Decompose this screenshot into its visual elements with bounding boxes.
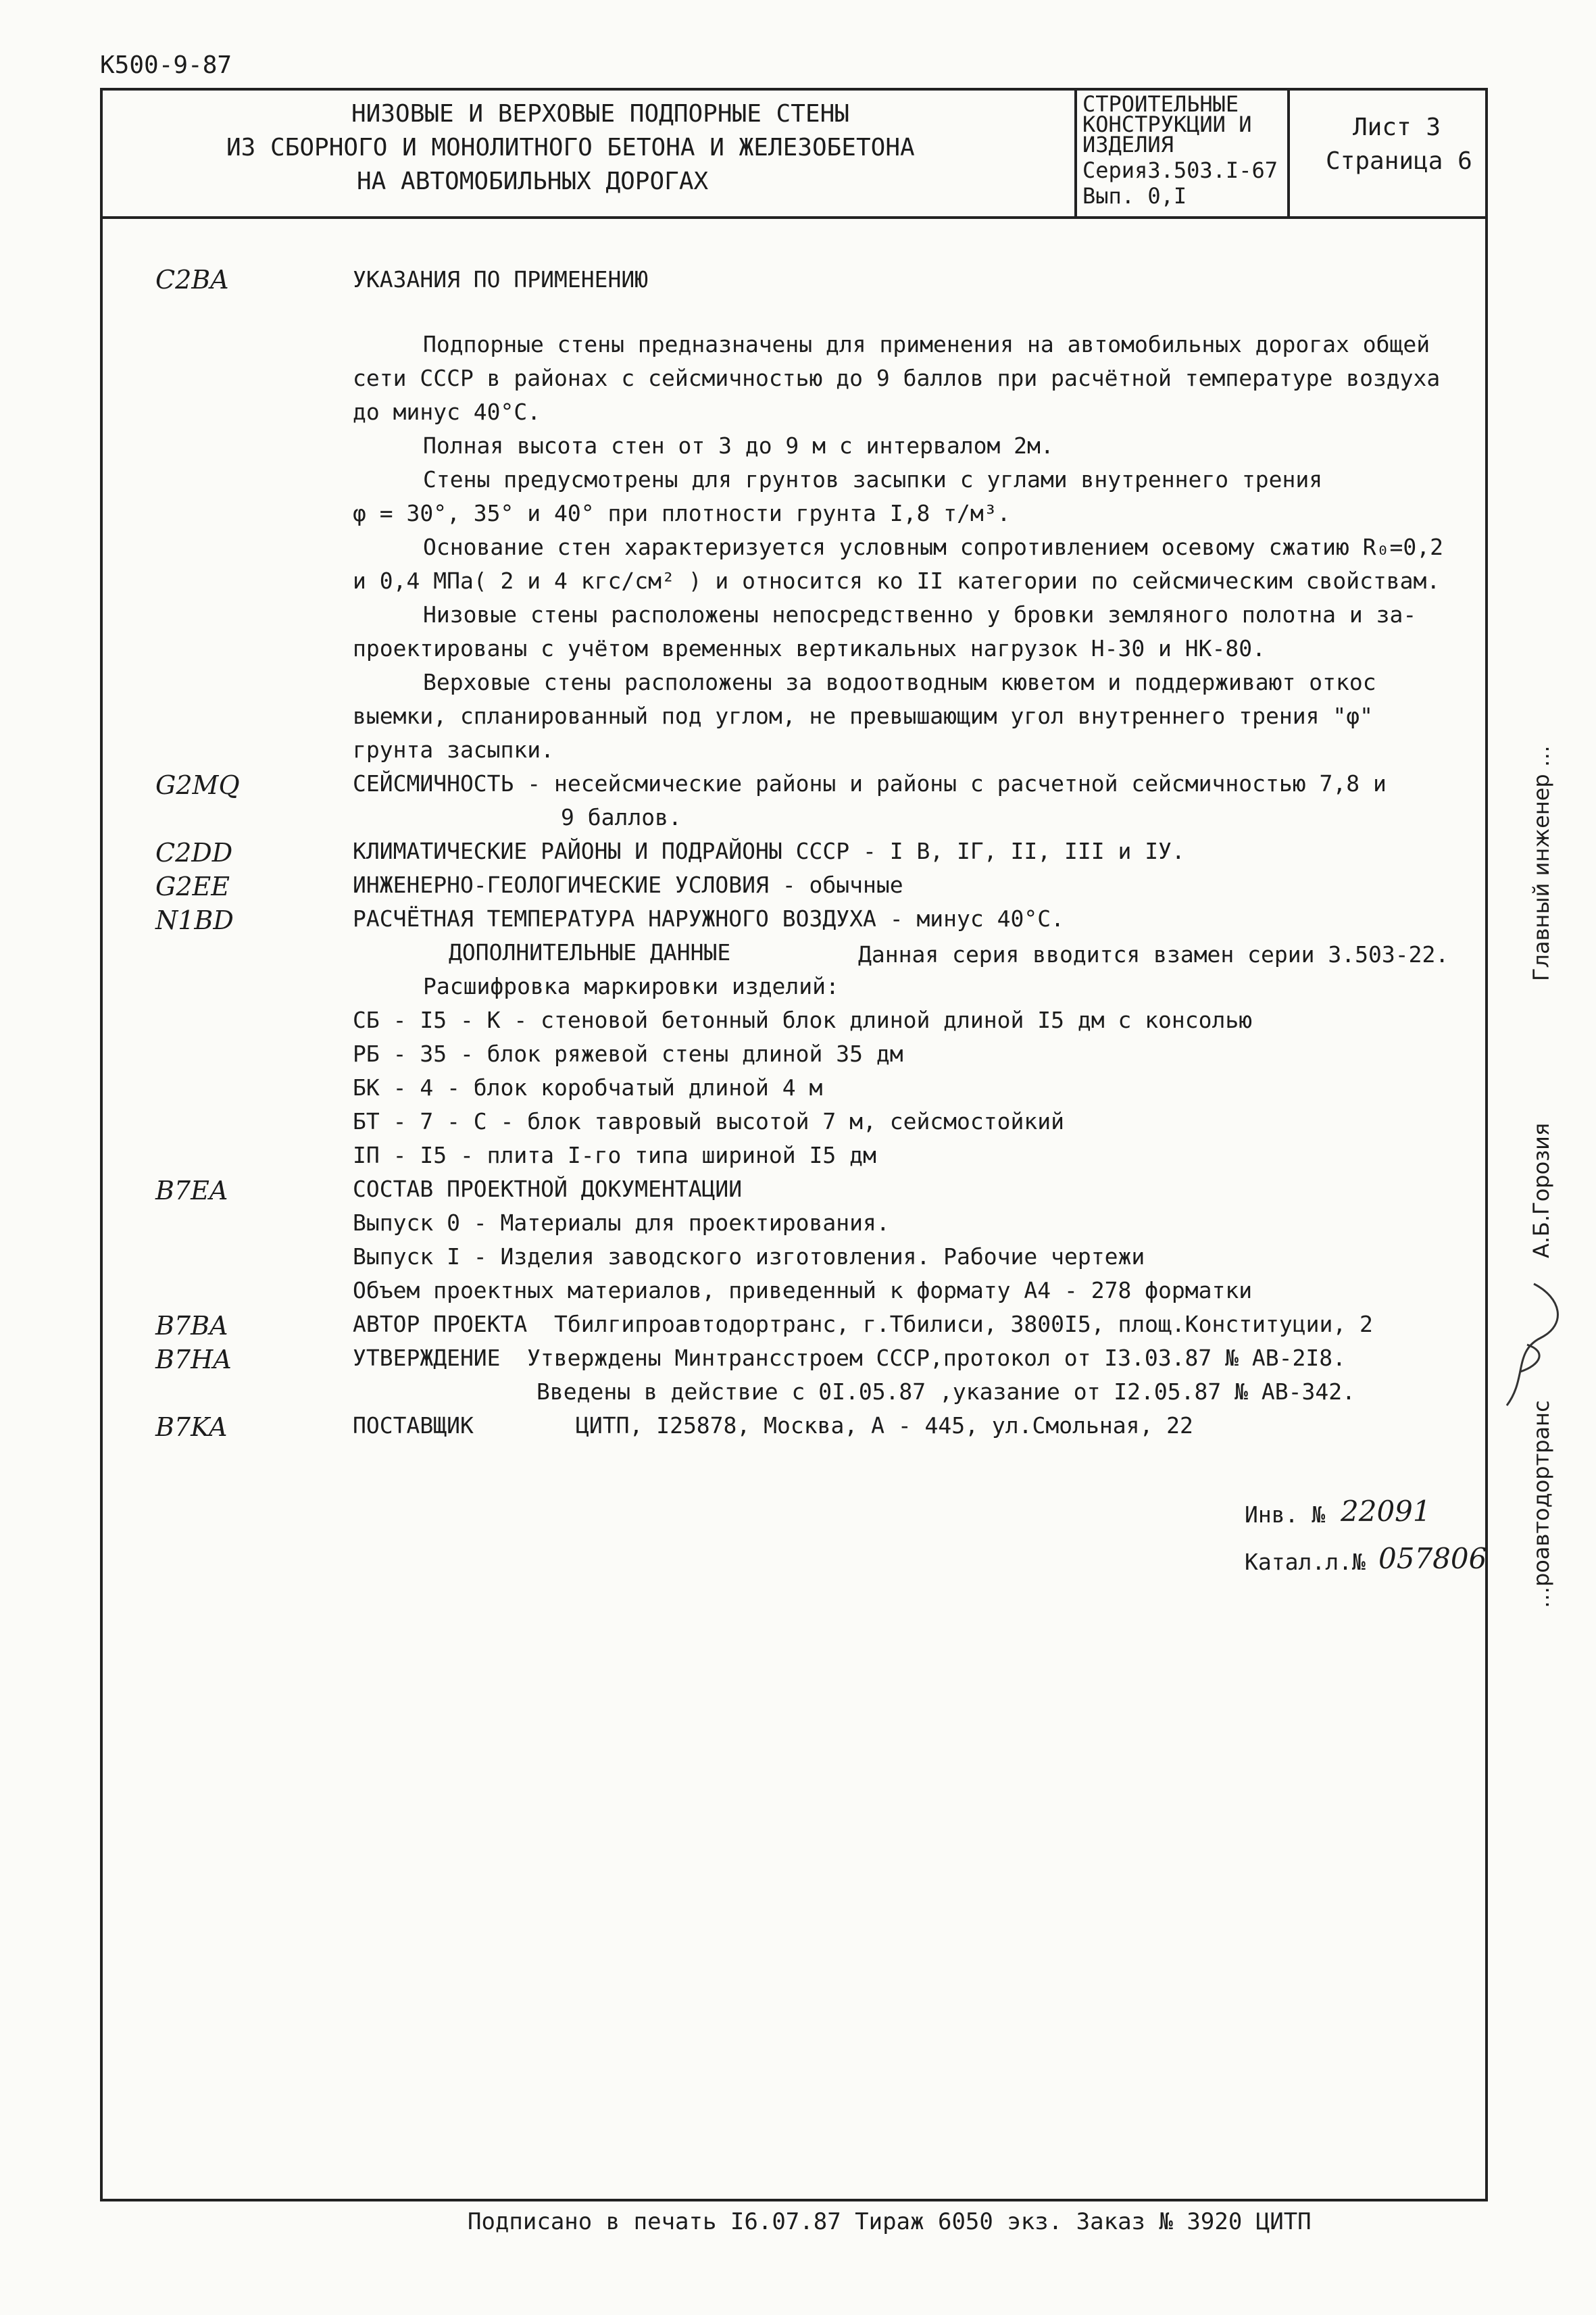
title-line-3: НА АВТОМОБИЛЬНЫХ ДОРОГАХ [357, 168, 709, 195]
marking-line: БК - 4 - блок коробчатый длиной 4 м [353, 1074, 823, 1101]
side-stamp-author: А.Б.Горозия [1528, 1122, 1554, 1258]
paragraph-line: Верховые стены расположены за водоотводным кюветом и поддерживают откос [423, 669, 1376, 695]
catalog-label: Катал.л.№ [1245, 1549, 1366, 1575]
marking-line: РБ - 35 - блок ряжевой стены длиной 35 дм [353, 1041, 903, 1067]
category-line: СТРОИТЕЛЬНЫЕ [1082, 91, 1239, 117]
print-imprint: Подписано в печать I6.07.87 Тираж 6050 экз. Заказ № 3920 ЦИТП [468, 2208, 1312, 2235]
section-code: C2DD [155, 838, 233, 868]
section-code: B7HA [155, 1345, 232, 1374]
section-heading: УКАЗАНИЯ ПО ПРИМЕНЕНИЮ [353, 266, 649, 293]
header-divider [100, 216, 1488, 219]
documentation-line: Выпуск 0 - Материалы для проектирования. [353, 1210, 890, 1236]
author-text: Тбилгипроавтодортранс, г.Тбилиси, 3800I5, площ.Конституции, 2 [554, 1311, 1373, 1337]
page-number: Страница 6 [1326, 147, 1472, 175]
paragraph-line: Подпорные стены предназначены для применения на автомобильных дорогах общей [423, 331, 1430, 357]
document-code: К500-9-87 [100, 51, 232, 79]
paragraph-line: Полная высота стен от 3 до 9 м с интервалом 2м. [423, 432, 1054, 459]
geology-conditions: ИНЖЕНЕРНО-ГЕОЛОГИЧЕСКИЕ УСЛОВИЯ - обычные [353, 872, 903, 898]
paragraph-line: Низовые стены расположены непосредственно у бровки земляного полотна и за- [423, 601, 1417, 628]
category-line: ИЗДЕЛИЯ [1082, 132, 1174, 157]
issue-number: Вып. 0,I [1082, 183, 1187, 209]
section-code: C2BA [155, 265, 229, 295]
supplier-label: ПОСТАВЩИК [353, 1412, 474, 1439]
sheet-number: Лист 3 [1353, 114, 1441, 141]
inventory-number: 22091 [1341, 1495, 1431, 1528]
header-column-divider [1287, 88, 1290, 218]
design-temperature: РАСЧЁТНАЯ ТЕМПЕРАТУРА НАРУЖНОГО ВОЗДУХА - минус 40°С. [353, 905, 1064, 932]
catalog-number: 057806 [1378, 1542, 1487, 1575]
section-code: B7EA [155, 1176, 228, 1205]
section-code: N1BD [155, 905, 234, 935]
effective-date-text: Введены в действие с 0I.05.87 ,указание от I2.05.87 № АВ-342. [537, 1378, 1355, 1405]
inventory-label: Инв. № [1245, 1501, 1326, 1528]
section-code: G2MQ [155, 770, 240, 800]
seismicity-line: СЕЙСМИЧНОСТЬ - несейсмические районы и районы с расчетной сейсмичностью 7,8 и [353, 770, 1387, 797]
header-column-divider [1074, 88, 1077, 218]
marking-line: IП - I5 - плита I-го типа шириной I5 дм [353, 1142, 876, 1168]
marking-line: БТ - 7 - С - блок тавровый высотой 7 м, сейсмостойкий [353, 1108, 1064, 1135]
marking-decode-title: Расшифровка маркировки изделий: [423, 973, 839, 999]
documentation-line: Объем проектных материалов, приведенный к формату А4 - 278 форматки [353, 1277, 1253, 1303]
supplier-text: ЦИТП, I25878, Москва, А - 445, ул.Смольная, 22 [576, 1412, 1193, 1439]
additional-data-heading: ДОПОЛНИТЕЛЬНЫЕ ДАННЫЕ [449, 939, 731, 966]
climate-regions: КЛИМАТИЧЕСКИЕ РАЙОНЫ И ПОДРАЙОНЫ СССР - I В, IГ, II, III и IУ. [353, 838, 1185, 864]
title-line-2: ИЗ СБОРНОГО И МОНОЛИТНОГО БЕТОНА И ЖЕЛЕЗОБЕТОНА [226, 134, 915, 161]
title-line-1: НИЗОВЫЕ И ВЕРХОВЫЕ ПОДПОРНЫЕ СТЕНЫ [351, 100, 849, 128]
paragraph-line: сети СССР в районах с сейсмичностью до 9 баллов при расчётной температуре воздуха [353, 365, 1441, 391]
paragraph-line: Основание стен характеризуется условным сопротивлением осевому сжатию R₀=0,2 [423, 534, 1443, 560]
marking-line: СБ - I5 - К - стеновой бетонный блок длиной длиной I5 дм с консолью [353, 1007, 1253, 1033]
approval-text: Утверждены Минтрансстроем СССР,протокол от I3.03.87 № АВ-2I8. [527, 1345, 1346, 1371]
paragraph-line: грунта засыпки. [353, 737, 555, 763]
series-number: Серия3.503.I-67 [1082, 157, 1278, 183]
section-code: G2EE [155, 872, 230, 901]
paragraph-line: проектированы с учётом временных вертикальных нагрузок Н-30 и НК-80. [353, 635, 1266, 662]
paragraph-line: до минус 40°С. [353, 399, 541, 425]
paragraph-line: Стены предусмотрены для грунтов засыпки с углами внутреннего трения [423, 466, 1323, 493]
replacement-note: Данная серия вводится взамен серии 3.503-22. [858, 941, 1449, 968]
paragraph-line: φ = 30°, 35° и 40° при плотности грунта I,8 т/м³. [353, 500, 1011, 526]
section-code: B7BA [155, 1311, 228, 1341]
paragraph-line: и 0,4 МПа( 2 и 4 кгс/см² ) и относится ко II категории по сейсмическим свойствам. [353, 568, 1441, 594]
paragraph-line: выемки, спланированный под углом, не превышающим угол внутреннего трения "φ" [353, 703, 1373, 729]
approval-label: УТВЕРЖДЕНИЕ [353, 1345, 501, 1371]
documentation-heading: СОСТАВ ПРОЕКТНОЙ ДОКУМЕНТАЦИИ [353, 1176, 743, 1202]
category-line: КОНСТРУКЦИИ И [1082, 111, 1252, 137]
signature-mark [1500, 1270, 1568, 1419]
documentation-line: Выпуск I - Изделия заводского изготовления. Рабочие чертежи [353, 1243, 1145, 1270]
author-label: АВТОР ПРОЕКТА [353, 1311, 528, 1337]
section-code: B7KA [155, 1412, 228, 1442]
seismicity-line: 9 баллов. [561, 804, 682, 830]
side-stamp-role: Главный инженер … [1528, 745, 1554, 981]
side-stamp-organization: …роавтодортранс [1528, 1400, 1554, 1608]
